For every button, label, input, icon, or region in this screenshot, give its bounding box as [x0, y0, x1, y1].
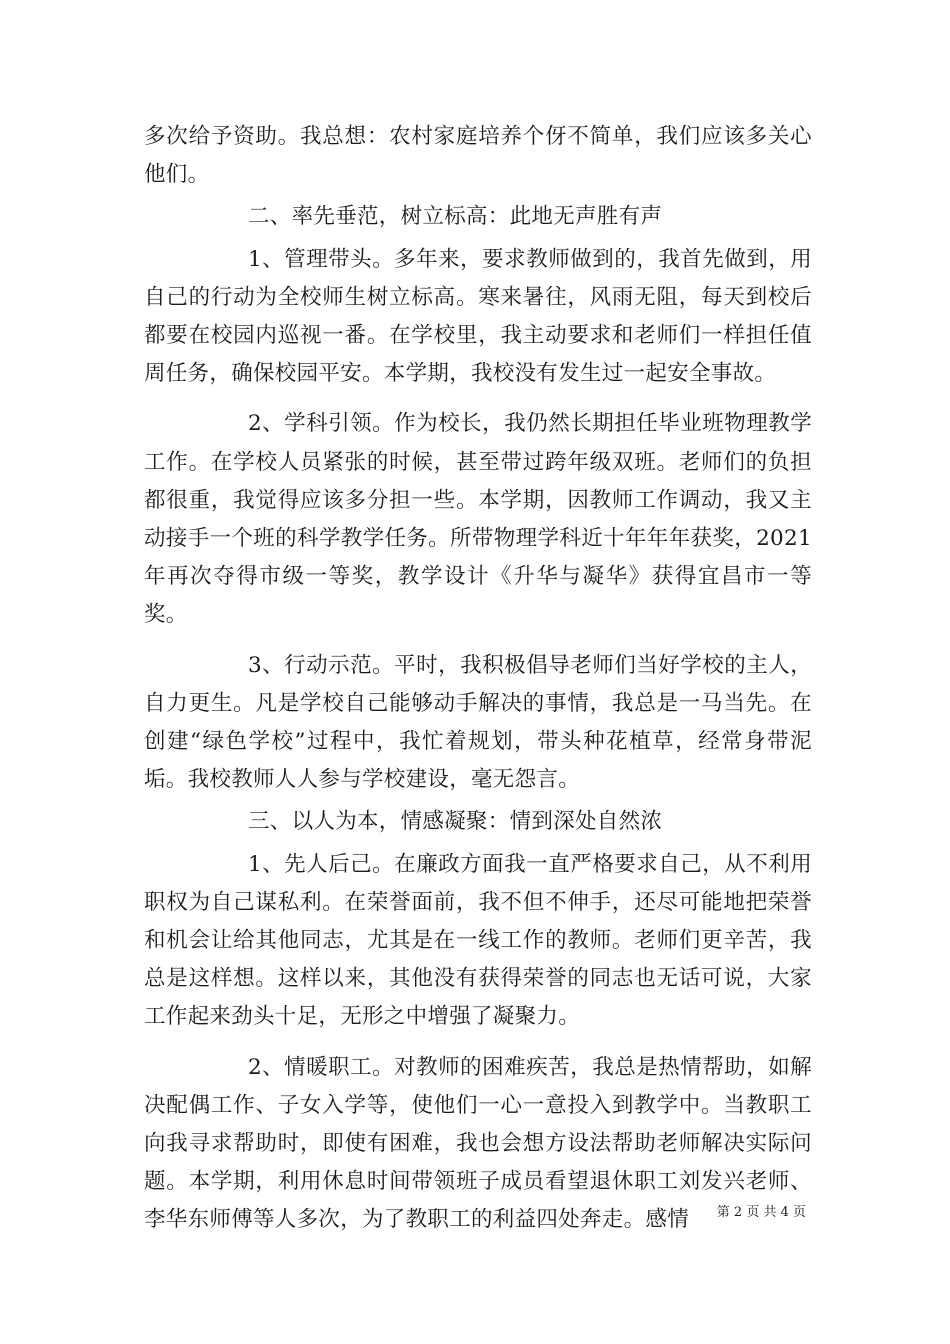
paragraph-continuation: 多次给予资助。我总想：农村家庭培养个伢不简单，我们应该多关心他们。: [144, 124, 812, 188]
document-body: [144, 118, 812, 1240]
section-heading-two: 二、率先垂范，树立标高：此地无声胜有声: [248, 204, 663, 230]
section-heading-three: 三、以人为本，情感凝聚：情到深处自然浓: [248, 809, 663, 835]
paragraph-action-demo: 3、行动示范。平时，我积极倡导老师们当好学校的主人，自力更生。凡是学校自己能够动手解决的事情，我总是一马当先。在创建“绿色学校”过程中，我忙着规划，带头种花植草，经常身带泥垢。我校教师人人参与学校建设，毫无怨言。: [144, 652, 812, 793]
paragraph-care-staff: 2、情暖职工。对教师的困难疾苦，我总是热情帮助，如解决配偶工作、子女入学等，使他们一心一意投入到教学中。当教职工向我寻求帮助时，即使有困难，我也会想方设法帮助老师解决实际问题。本学期，利用休息时间带领班子成员看望退休职工刘发兴老师、李华东师傅等人多次，为了教职工的利益四处奔走。感情: [144, 1054, 812, 1233]
page-number-footer: 第 2 页 共 4 页: [716, 1205, 806, 1220]
paragraph-management: 1、管理带头。多年来，要求教师做到的，我首先做到，用自己的行动为全校师生树立标高。寒来暑往，风雨无阻，每天到校后都要在校园内巡视一番。在学校里，我主动要求和老师们一样担任值周任务，确保校园平安。本学期，我校没有发生过一起安全事故。: [144, 246, 812, 387]
paragraph-subject-lead: 2、学科引领。作为校长，我仍然长期担任毕业班物理教学工作。在学校人员紧张的时候，甚至带过跨年级双班。老师们的负担都很重，我觉得应该多分担一些。本学期，因教师工作调动，我又主动接手一个班的科学教学任务。所带物理学科近十年年年获奖，2021年再次夺得市级一等奖，教学设计《升华与凝华》获得宜昌市一等奖。: [144, 411, 812, 628]
paragraph-others-first: 1、先人后己。在廉政方面我一直严格要求自己，从不利用职权为自己谋私利。在荣誉面前，我不但不伸手，还尽可能地把荣誉和机会让给其他同志，尤其是在一线工作的教师。老师们更辛苦，我总是这样想。这样以来，其他没有获得荣誉的同志也无话可说，大家工作起来劲头十足，无形之中增强了凝聚力。: [144, 851, 812, 1030]
